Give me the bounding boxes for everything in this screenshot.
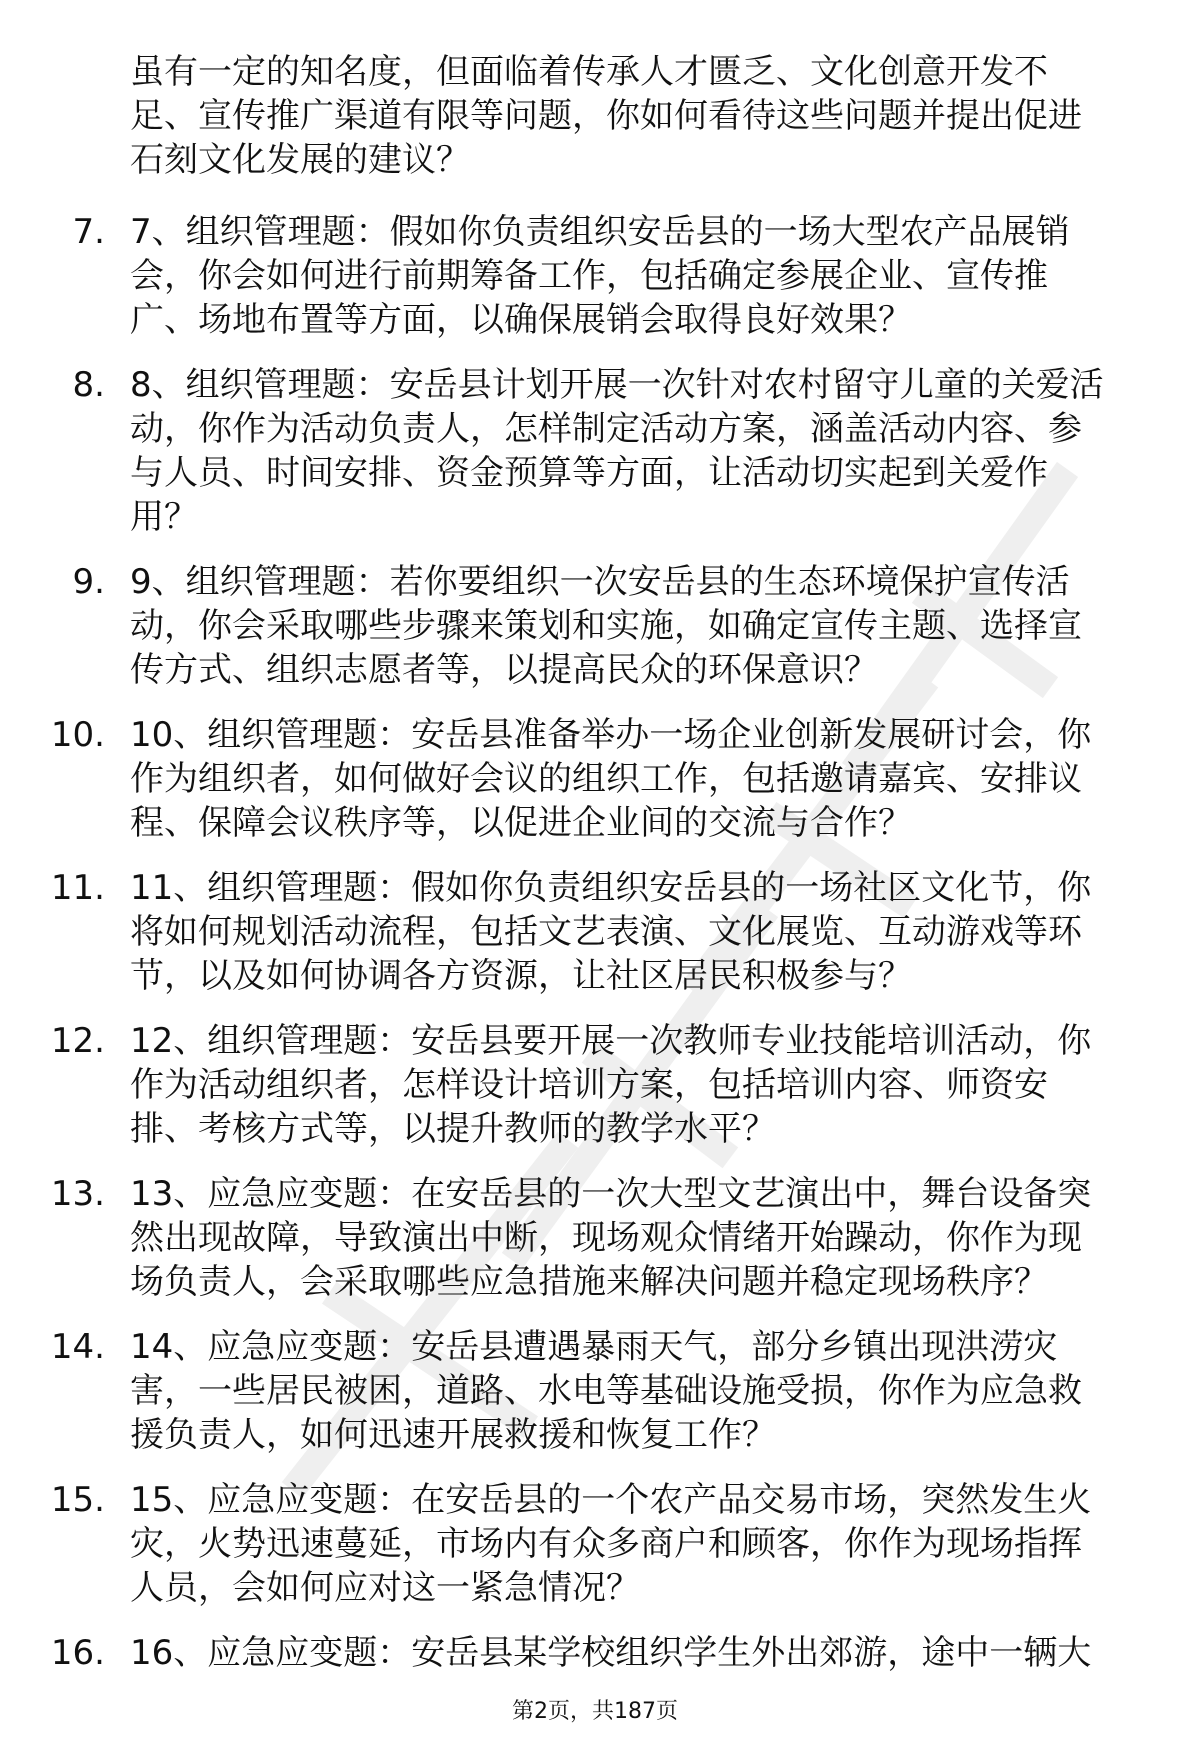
text-line: 将如何规划活动流程，包括文艺表演、文化展览、互动游戏等环 [130, 912, 1082, 952]
text-line: 11、组织管理题：假如你负责组织安岳县的一场社区文化节，你 [130, 868, 1092, 908]
question-number: 8. [72, 365, 105, 405]
text-line: 14、应急应变题：安岳县遭遇暴雨天气，部分乡镇出现洪涝灾 [130, 1327, 1058, 1367]
text-line: 9、组织管理题：若你要组织一次安岳县的生态环境保护宣传活 [130, 562, 1070, 602]
page-footer: 第2页，共187页 [512, 1699, 678, 1724]
text-line: 作为活动组织者，怎样设计培训方案，包括培训内容、师资安 [130, 1065, 1048, 1105]
text-line: 16、应急应变题：安岳县某学校组织学生外出郊游，途中一辆大 [130, 1633, 1092, 1673]
text-line: 足、宣传推广渠道有限等问题，你如何看待这些问题并提出促进 [130, 96, 1082, 136]
question-number: 14. [50, 1327, 105, 1367]
question-number: 13. [50, 1174, 105, 1214]
text-line: 作为组织者，如何做好会议的组织工作，包括邀请嘉宾、安排议 [130, 759, 1082, 799]
text-line: 石刻文化发展的建议？ [130, 140, 470, 180]
text-line: 程、保障会议秩序等，以促进企业间的交流与合作？ [130, 803, 912, 843]
text-line: 人员，会如何应对这一紧急情况？ [130, 1568, 640, 1608]
text-line: 7、组织管理题：假如你负责组织安岳县的一场大型农产品展销 [130, 212, 1070, 252]
text-line: 排、考核方式等，以提升教师的教学水平？ [130, 1109, 776, 1149]
question-number: 11. [50, 868, 105, 908]
text-line: 动，你作为活动负责人，怎样制定活动方案，涵盖活动内容、参 [130, 409, 1082, 449]
question-number: 10. [50, 715, 105, 755]
text-line: 传方式、组织志愿者等，以提高民众的环保意识？ [130, 650, 878, 690]
text-line: 然出现故障，导致演出中断，现场观众情绪开始躁动，你作为现 [130, 1218, 1082, 1258]
question-number: 9. [72, 562, 105, 602]
text-line: 广、场地布置等方面，以确保展销会取得良好效果？ [130, 300, 912, 340]
text-line: 场负责人，会采取哪些应急措施来解决问题并稳定现场秩序？ [130, 1262, 1048, 1302]
text-line: 15、应急应变题：在安岳县的一个农产品交易市场，突然发生火 [130, 1480, 1092, 1520]
question-number: 12. [50, 1021, 105, 1061]
text-line: 10、组织管理题：安岳县准备举办一场企业创新发展研讨会，你 [130, 715, 1092, 755]
question-number: 16. [50, 1633, 105, 1673]
text-line: 用？ [130, 497, 198, 537]
text-line: 12、组织管理题：安岳县要开展一次教师专业技能培训活动，你 [130, 1021, 1092, 1061]
question-number: 15. [50, 1480, 105, 1520]
text-line: 灾，火势迅速蔓延，市场内有众多商户和顾客，你作为现场指挥 [130, 1524, 1082, 1564]
text-line: 援负责人，如何迅速开展救援和恢复工作？ [130, 1415, 776, 1455]
text-line: 害，一些居民被困，道路、水电等基础设施受损，你作为应急救 [130, 1371, 1082, 1411]
text-line: 8、组织管理题：安岳县计划开展一次针对农村留守儿童的关爱活 [130, 365, 1104, 405]
question-number: 7. [72, 212, 105, 252]
text-line: 虽有一定的知名度，但面临着传承人才匮乏、文化创意开发不 [130, 52, 1048, 92]
text-line: 13、应急应变题：在安岳县的一次大型文艺演出中，舞台设备突 [130, 1174, 1092, 1214]
text-line: 会，你会如何进行前期筹备工作，包括确定参展企业、宣传推 [130, 256, 1048, 296]
text-line: 与人员、时间安排、资金预算等方面，让活动切实起到关爱作 [130, 453, 1048, 493]
text-line: 动，你会采取哪些步骤来策划和实施，如确定宣传主题、选择宣 [130, 606, 1082, 646]
text-line: 节，以及如何协调各方资源，让社区居民积极参与？ [130, 956, 912, 996]
